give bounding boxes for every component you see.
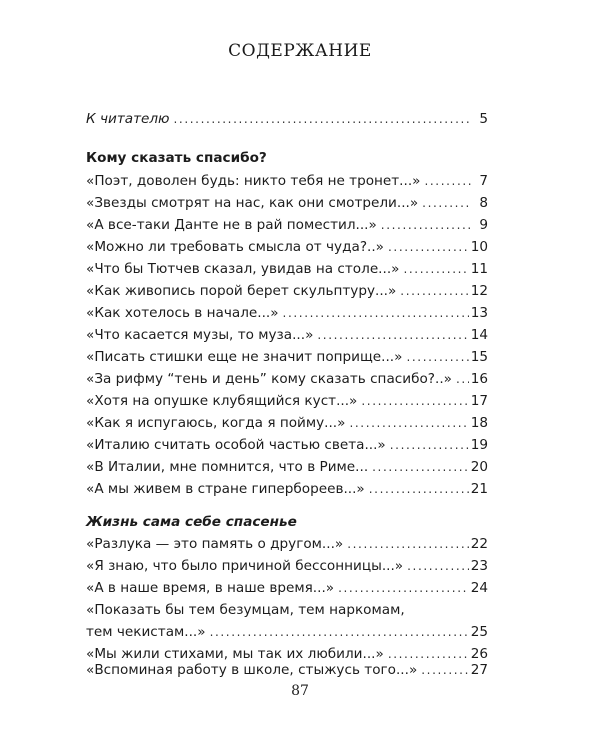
toc-entry-title: «Вспоминая работу в школе, стыжусь того...» bbox=[86, 662, 418, 678]
toc-leader-dots bbox=[422, 192, 472, 214]
toc-entry-title: «Разлука — это память о другом...» bbox=[86, 536, 344, 552]
toc-entry[interactable] bbox=[86, 236, 488, 258]
toc-entry[interactable] bbox=[86, 324, 488, 346]
toc-entry-page: 21 bbox=[470, 481, 488, 497]
toc-entry[interactable] bbox=[86, 434, 488, 456]
toc-entry-title: «Как хотелось в начале...» bbox=[86, 305, 279, 321]
toc-entry[interactable] bbox=[86, 258, 488, 280]
toc-leader-dots bbox=[403, 258, 468, 280]
section-heading: Жизнь сама себе спасенье bbox=[86, 514, 297, 530]
toc-entry[interactable] bbox=[86, 346, 488, 368]
toc-entry-title: тем чекистам...» bbox=[86, 624, 206, 640]
toc-leader-dots bbox=[456, 368, 469, 390]
toc-entry-page: 9 bbox=[479, 217, 488, 233]
toc-leader-dots bbox=[372, 456, 469, 478]
toc-entry-title: «Звезды смотрят на нас, как они смотрели...» bbox=[86, 195, 419, 211]
toc-entry-page: 10 bbox=[470, 239, 488, 255]
toc-entry-title: «Что касается музы, то муза...» bbox=[86, 327, 314, 343]
page-number: 87 bbox=[291, 683, 309, 699]
toc-entry[interactable] bbox=[86, 412, 488, 434]
toc-entry-page: 17 bbox=[470, 393, 488, 409]
toc-leader-dots bbox=[369, 478, 469, 500]
toc-entry-page: 23 bbox=[470, 558, 488, 574]
toc-leader-dots bbox=[424, 170, 472, 192]
toc-entry-title: «Можно ли требовать смысла от чуда?..» bbox=[86, 239, 384, 255]
toc-leader-dots bbox=[347, 533, 468, 555]
toc-entry-intro[interactable] bbox=[86, 108, 488, 130]
toc-entry-page: 8 bbox=[479, 195, 488, 211]
toc-entry[interactable] bbox=[86, 555, 488, 577]
toc-leader-dots bbox=[361, 390, 468, 412]
toc-entry-title: «Писать стишки еще не значит поприще...» bbox=[86, 349, 403, 365]
toc-entry-title: К читателю bbox=[86, 111, 170, 127]
toc-entry[interactable] bbox=[86, 280, 488, 302]
toc-entry-page: 12 bbox=[470, 283, 488, 299]
toc-leader-dots bbox=[283, 302, 469, 324]
toc-entry[interactable] bbox=[86, 170, 488, 192]
page-title: СОДЕРЖАНИЕ bbox=[228, 41, 372, 61]
toc-entry-title: «А мы живем в стране гипербореев...» bbox=[86, 481, 365, 497]
toc-entry-title: «Поэт, доволен будь: никто тебя не тронет...» bbox=[86, 173, 421, 189]
toc-leader-dots bbox=[210, 621, 469, 643]
toc-entry-title: «Что бы Тютчев сказал, увидав на столе...» bbox=[86, 261, 400, 277]
toc-entry-page: 19 bbox=[470, 437, 488, 453]
toc-entry[interactable] bbox=[86, 659, 488, 681]
toc-leader-dots bbox=[406, 346, 468, 368]
toc-leader-dots bbox=[390, 434, 469, 456]
toc-entry-page: 22 bbox=[470, 536, 488, 552]
toc-entry[interactable] bbox=[86, 390, 488, 412]
toc-leader-dots bbox=[338, 577, 469, 599]
toc-entry-title: «Хотя на опушке клубящийся куст...» bbox=[86, 393, 358, 409]
toc-leader-dots bbox=[400, 280, 468, 302]
toc-leader-dots bbox=[317, 324, 468, 346]
section-heading: Кому сказать спасибо? bbox=[86, 150, 267, 166]
toc-entry-page: 11 bbox=[470, 261, 488, 277]
toc-entry-title: «Как я испугаюсь, когда я пойму...» bbox=[86, 415, 346, 431]
toc-entry[interactable] bbox=[86, 456, 488, 478]
toc-leader-dots bbox=[421, 659, 468, 681]
toc-entry[interactable] bbox=[86, 478, 488, 500]
toc-entry-page: 16 bbox=[470, 371, 488, 387]
toc-entry-page: 20 bbox=[470, 459, 488, 475]
toc-entry[interactable] bbox=[86, 533, 488, 555]
toc-entry[interactable] bbox=[86, 577, 488, 599]
toc-entry[interactable] bbox=[86, 621, 488, 643]
toc-entry-page: 14 bbox=[470, 327, 488, 343]
toc-leader-dots bbox=[407, 555, 469, 577]
toc-entry-page: 7 bbox=[479, 173, 488, 189]
toc-entry-title: «За рифму “тень и день” кому сказать спасибо?..» bbox=[86, 371, 452, 387]
toc-entry[interactable] bbox=[86, 302, 488, 324]
toc-entry[interactable] bbox=[86, 192, 488, 214]
toc-entry-page: 15 bbox=[470, 349, 488, 365]
toc-entry-title: «В Италии, мне помнится, что в Риме... bbox=[86, 459, 369, 475]
toc-entry-page: 27 bbox=[470, 662, 488, 678]
toc-entry-title: «А все-таки Данте не в рай поместил...» bbox=[86, 217, 377, 233]
toc-entry-title-line: «Показать бы тем безумцам, тем наркомам, bbox=[86, 602, 405, 618]
toc-leader-dots bbox=[349, 412, 468, 434]
toc-entry-title: «Я знаю, что было причиной бессонницы...» bbox=[86, 558, 404, 574]
toc-entry-title: «Мы жили стихами, мы так их любили...» bbox=[86, 646, 384, 662]
toc-entry-page: 18 bbox=[470, 415, 488, 431]
toc-entry-page: 24 bbox=[470, 580, 488, 596]
toc-entry-title: «А в наше время, в наше время...» bbox=[86, 580, 335, 596]
toc-entry-page: 26 bbox=[470, 646, 488, 662]
toc-entry[interactable] bbox=[86, 368, 488, 390]
toc-entry-page: 5 bbox=[479, 111, 488, 127]
toc-leader-dots bbox=[388, 236, 469, 258]
toc-leader-dots bbox=[381, 214, 472, 236]
toc-entry-page: 13 bbox=[470, 305, 488, 321]
toc-leader-dots bbox=[174, 108, 472, 130]
toc-entry-title: «Как живопись порой берет скульптуру...» bbox=[86, 283, 397, 299]
toc-entry-title: «Италию считать особой частью света...» bbox=[86, 437, 386, 453]
toc-entry[interactable] bbox=[86, 214, 488, 236]
toc-entry-page: 25 bbox=[470, 624, 488, 640]
